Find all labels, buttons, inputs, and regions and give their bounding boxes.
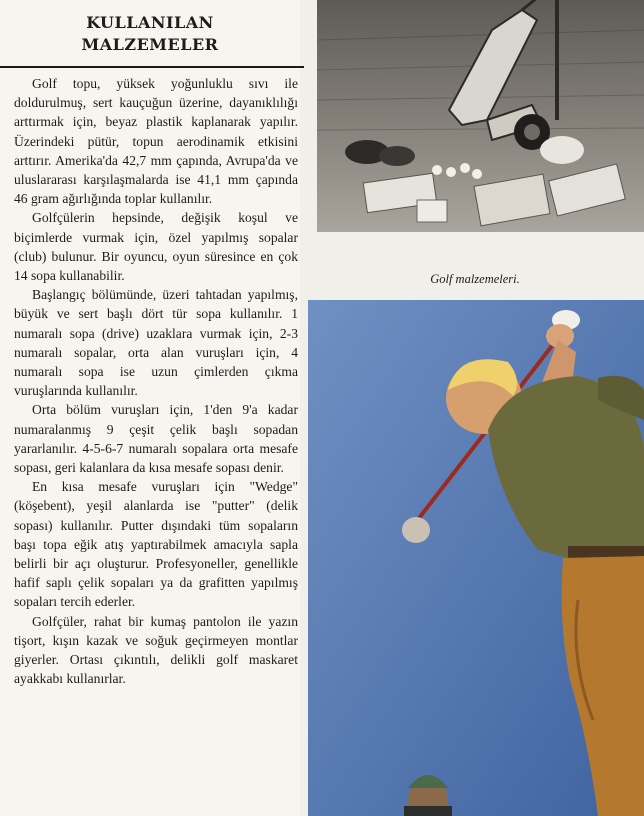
paragraph-iron-clubs: Orta bölüm vuruşları için, 1'den 9'a kadar numaralanmış 9 çeşit çelik başlı sopadan yararlanılır. 4-5-6-7 numaralı sopalara orta mesafe sopası, geri kalanlara da kısa mesafe sopası denir. (14, 402, 298, 476)
article-body (14, 74, 298, 689)
paragraph-wedge-putter: En kısa mesafe vuruşları için "Wedge" (köşebent), yeşil alanlarda ise "putter" (delik sopası) kullanılır. Putter dışındaki tüm sopaların başı topa eğik atış yaptırabilmek amacıyla sapla belirli bir açı oluşturur. Profesyoneller, genellikle hafif saplı çelik sopaları ya da grafitten yapılmış sopaları tercih ederler. (14, 479, 298, 610)
heading-rule (0, 66, 304, 68)
golfer-photo (308, 300, 644, 816)
paragraph-golf-ball: Golf topu, yüksek yoğunluklu sıvı ile doldurulmuş, sert kauçuğun üzerine, dayanıklılığı arttırmak için, beyaz plastik kaplanarak yapılır. Üzerindeki pütür, topun aerodinamik etkisini arttırır. Amerika'da 42,7 mm çapında, Avrupa'da ve uluslararası karşılaşmalarda ise 41,1 mm çapında 46 gram ağırlığında toplar kullanılır. (14, 76, 298, 207)
golf-equipment-photo (317, 0, 644, 232)
paragraph-clothing: Golfçüler, rahat bir kumaş pantolon ile yazın tişort, kışın kazak ve soğuk geçirmeyen montlar giyerler. Ortası çıkıntılı, delikli golf maskaret ayakkabı kullanırlar. (14, 613, 298, 687)
paragraph-wood-clubs: Başlangıç bölümünde, üzeri tahtadan yapılmış, büyük ve sert başlı dört tür sopa kullanılır. 1 numaralı sopa (drive) uzaklara vurmak için, 2-3 numaralı sopalar, orta alan vuruşları için, 4 numaralı sopa ise uzun çimlerden çıkma vuruşlarında kullanılır. (14, 287, 298, 399)
section-heading (0, 12, 300, 56)
heading-line-1: KULLANILAN (86, 13, 214, 32)
photo-caption: Golf malzemeleri. (430, 272, 520, 286)
text-column (0, 0, 300, 816)
heading-line-2: MALZEMELER (81, 35, 219, 54)
paragraph-clubs: Golfçülerin hepsinde, değişik koşul ve biçimlerde vurmak için, özel yapılmış sopalar (club) bulunur. Bir oyuncu, oyun süresince en çok 14 sopa kullanabilir. (14, 210, 298, 284)
